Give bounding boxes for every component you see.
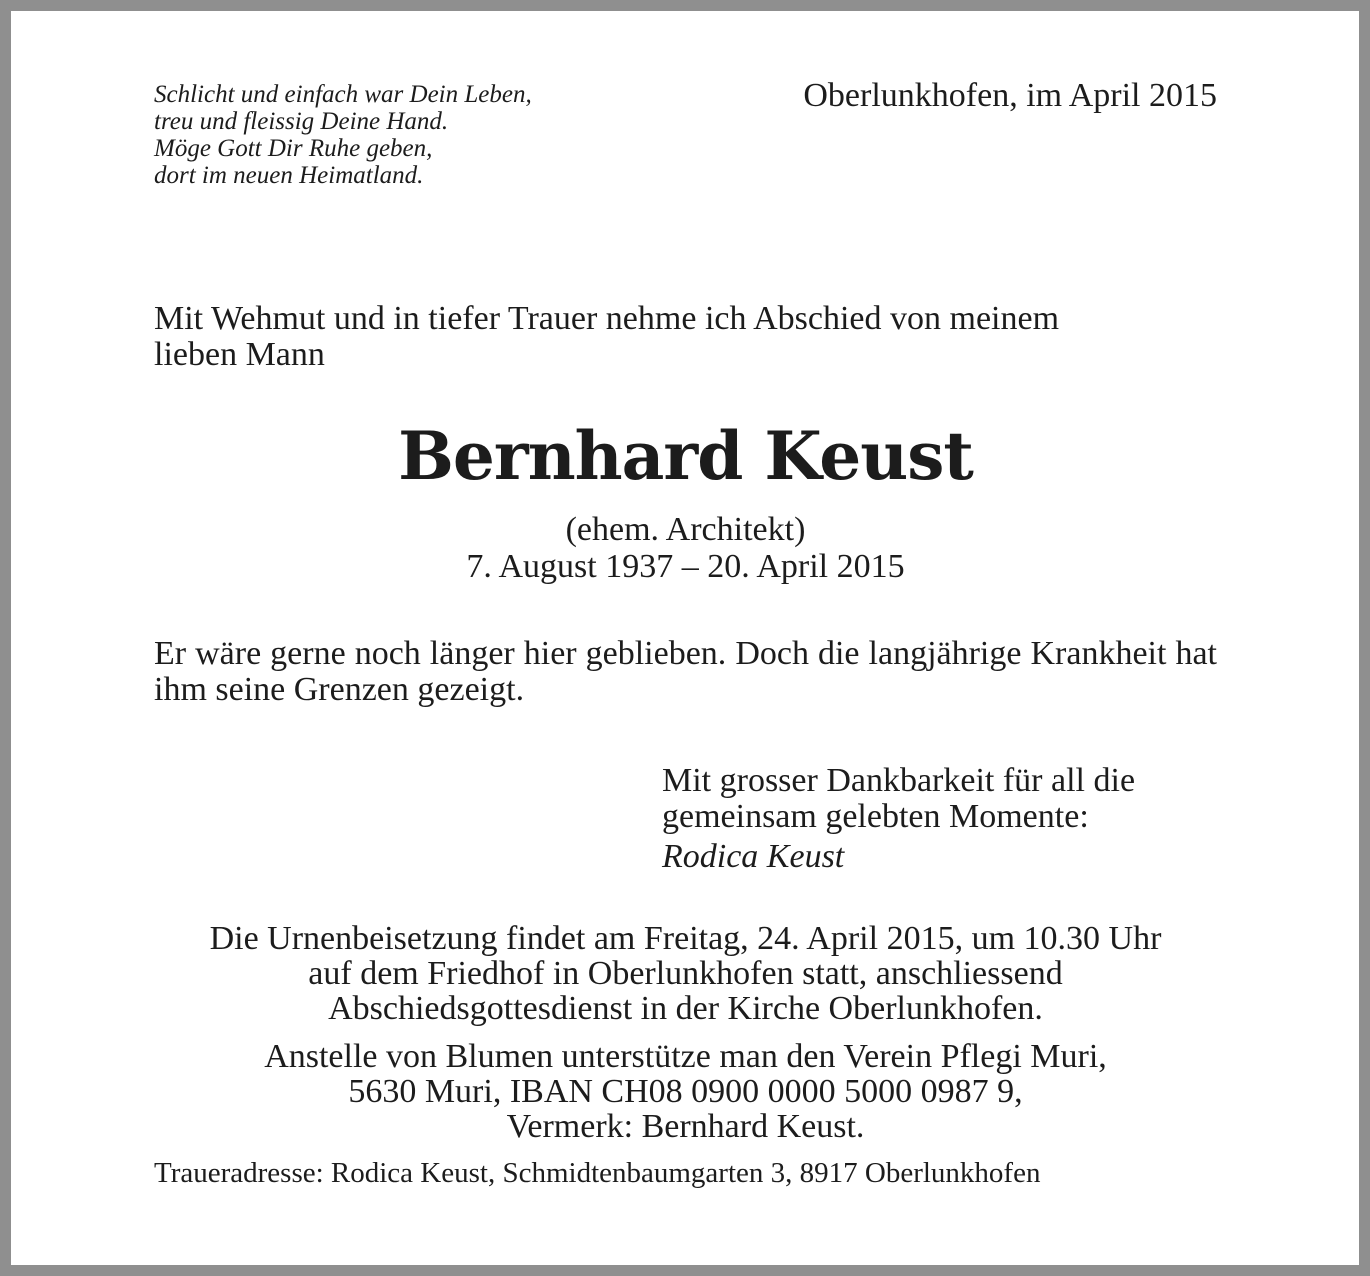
burial-line: Abschiedsgottesdienst in der Kirche Oberlunkhofen. xyxy=(328,990,1043,1027)
intro-line: Mit Wehmut und in tiefer Trauer nehme ich Abschied von meinem xyxy=(154,300,1060,337)
deceased-details xyxy=(154,511,1217,585)
burial-line: auf dem Friedhof in Oberlunkhofen statt, anschliessend xyxy=(308,955,1063,992)
thanks-line: Mit grosser Dankbarkeit für all die xyxy=(662,762,1136,799)
deceased-name: Bernhard Keust xyxy=(398,417,973,495)
poem-line: Schlicht und einfach war Dein Leben, xyxy=(154,81,532,108)
poem-verse xyxy=(154,81,532,189)
intro-line: lieben Mann xyxy=(154,336,325,373)
donation-notice xyxy=(154,1039,1217,1144)
place-date: Oberlunkhofen, im April 2015 xyxy=(803,77,1217,114)
intro-text xyxy=(154,301,1217,373)
donation-line: Vermerk: Bernhard Keust. xyxy=(506,1108,865,1145)
mourning-address: Traueradresse: Rodica Keust, Schmidtenbaumgarten 3, 8917 Oberlunkhofen xyxy=(154,1157,1041,1189)
obituary-page xyxy=(11,11,1359,1265)
burial-notice xyxy=(154,921,1217,1026)
poem-line: treu und fleissig Deine Hand. xyxy=(154,108,449,135)
poem-line: dort im neuen Heimatland. xyxy=(154,162,424,189)
signature: Rodica Keust xyxy=(662,838,845,875)
thanks-text xyxy=(662,763,1217,835)
poem-line: Möge Gott Dir Ruhe geben, xyxy=(154,135,433,162)
deceased-occupation: (ehem. Architekt) xyxy=(565,511,806,548)
donation-line: Anstelle von Blumen unterstütze man den Verein Pflegi Muri, xyxy=(264,1038,1107,1075)
thanks-line: gemeinsam gelebten Momente: xyxy=(662,798,1089,835)
farewell-paragraph: Er wäre gerne noch länger hier geblieben. Doch die langjährige Krankheit hat ihm seine Grenzen gezeigt. xyxy=(154,635,1217,708)
burial-line: Die Urnenbeisetzung findet am Freitag, 24. April 2015, um 10.30 Uhr xyxy=(209,920,1162,957)
deceased-dates: 7. August 1937 – 20. April 2015 xyxy=(466,548,905,585)
donation-line: 5630 Muri, IBAN CH08 0900 0000 5000 0987 9, xyxy=(348,1073,1023,1110)
obituary-content xyxy=(154,11,1217,1265)
